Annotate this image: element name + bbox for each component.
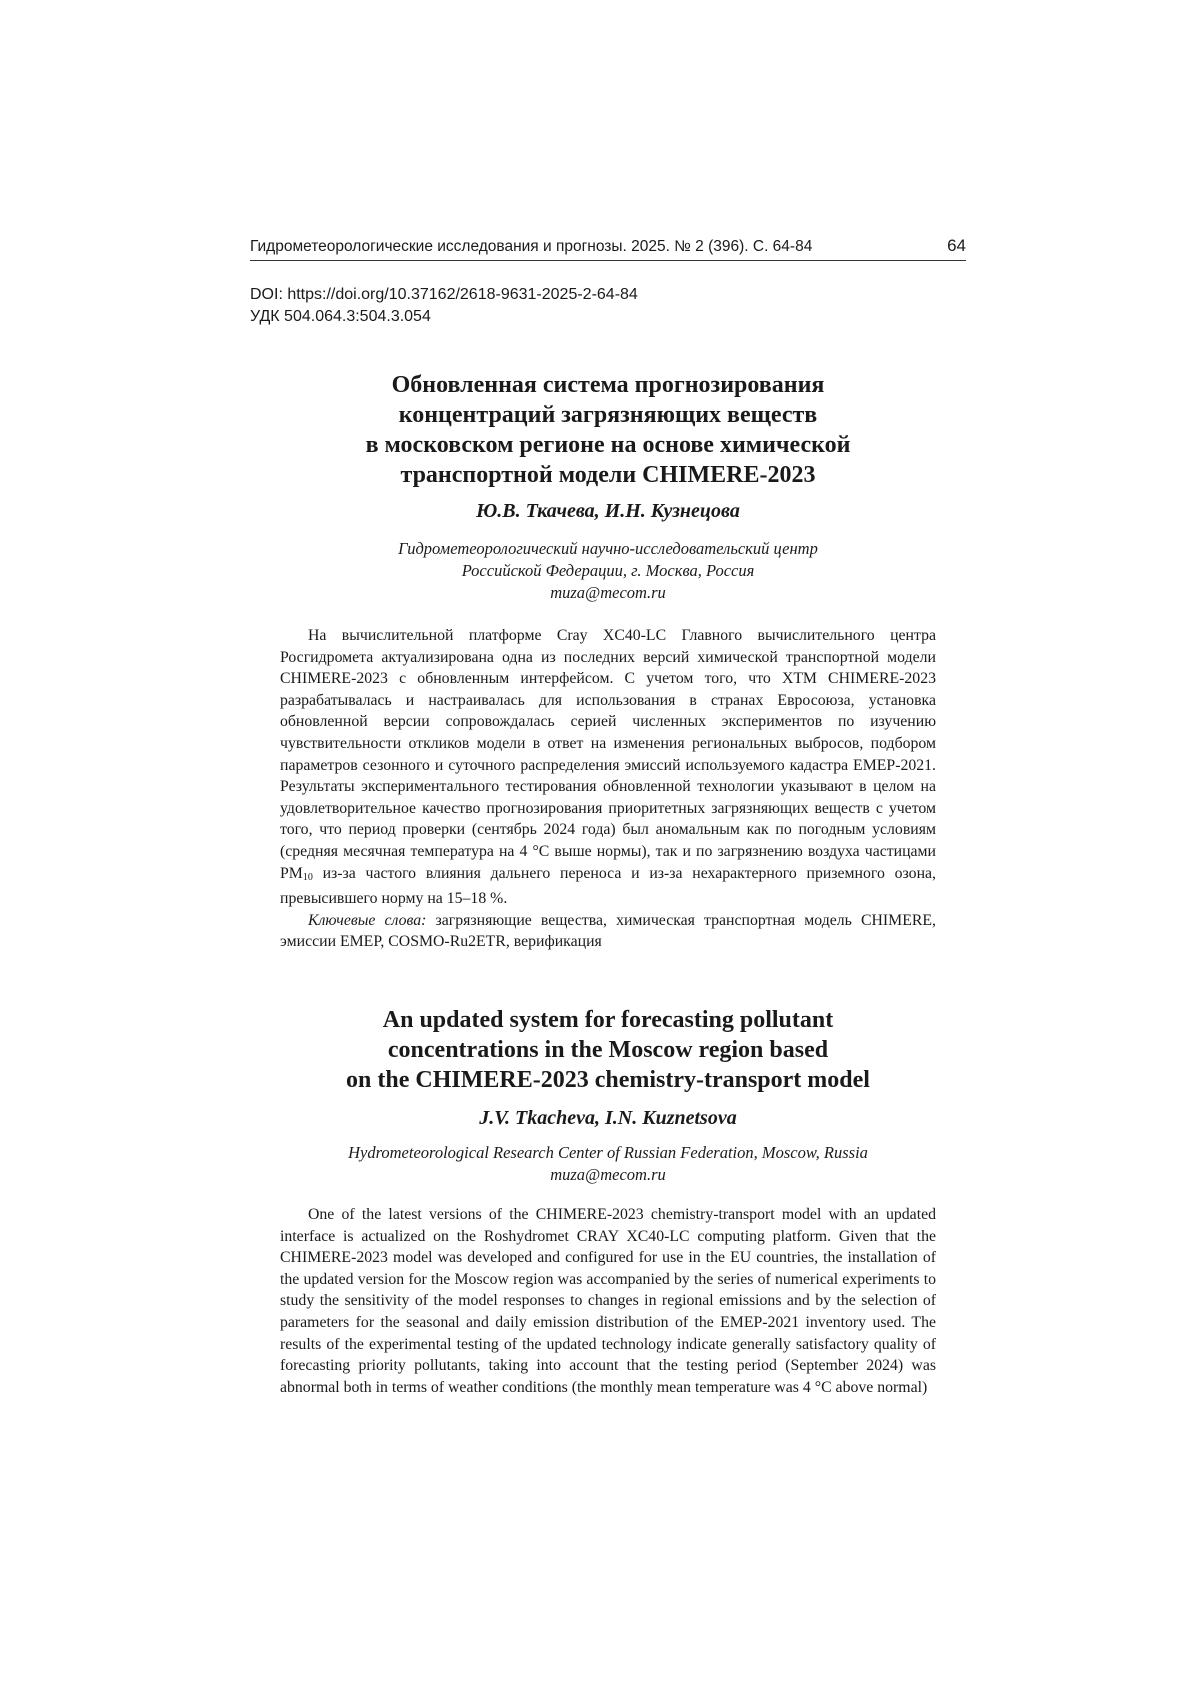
article-meta [250, 284, 638, 328]
title-en-line: An updated system for forecasting pollutant [382, 1007, 834, 1033]
subscript: 10 [302, 871, 313, 883]
title-ru-line: в московском регионе на основе химической [365, 432, 851, 458]
abstract-en-text: One of the latest versions of the CHIMERE-2023 chemistry-transport model with an updated interface is actualized on the Roshydromet CRAY XC40-LC computing platform. Given that the CHIMERE-2023 model was developed and configured for use in the EU countries, the installation of the updated version for the Moscow region was accompanied by the series of numerical experiments to study the sensitivity of the model responses to changes in regional emissions and by the selection of parameters for the seasonal and daily emission distribution of the EMEP-2021 inventory used. The results of the experimental testing of the updated technology indicate generally satisfactory quality of forecasting priority pollutants, taking into account that the testing period (September 2024) was abnormal both in terms of weather conditions (the monthly mean temperature was 4 °C above normal) [280, 1206, 936, 1396]
abstract-ru-part: На вычислительной платформе Cray XC40-LC Главного вычислительного центра Росгидромета актуализирована одна из последних версий химической транспортной модели CHIMERE-2023 с обновленным интерфейсом. С учетом того, что ХТМ CHIMERE-2023 разрабатывалась и настраивалась для использования в странах Евросоюза, установка обновленной версии сопровождалась серией численных экспериментов по изучению чувствительности откликов модели в ответ на изменения региональных выбросов, подбором параметров сезонного и суточного распределения эмиссий используемого кадастра EMEP-2021. Результаты экспериментального тестирования обновленной технологии указывают в целом на удовлетворительное качество прогнозирования приоритетных загрязняющих веществ с учетом того, что период проверки (сентябрь 2024 года) был аномальным как по погодным условиям (средняя месячная температура на 4 °С выше нормы), так и по загрязнению воздуха частицами PM [280, 627, 936, 882]
title-ru-line: концентраций загрязняющих веществ [398, 402, 818, 428]
affiliation-ru [250, 538, 966, 604]
abstract-ru-part: из-за частого влияния дальнего переноса и из-за нехарактерного приземного озона, превысившего норму на 15–18 %. [280, 864, 936, 908]
authors-en: J.V. Tkacheva, I.N. Kuznetsova [479, 1107, 737, 1129]
doi-link[interactable]: DOI: https://doi.org/10.37162/2618-9631-2025-2-64-84 [250, 286, 638, 303]
title-ru-line: Обновленная система прогнозирования [391, 372, 825, 398]
authors-ru: Ю.В. Ткачева, И.Н. Кузнецова [476, 500, 740, 522]
keywords-ru [280, 910, 936, 953]
title-ru [250, 370, 966, 490]
affiliation-en-line: Hydrometeorological Research Center of Russian Federation, Moscow, Russia [348, 1143, 868, 1162]
page-number: 64 [947, 236, 966, 255]
keywords-label: Ключевые слова: [308, 911, 427, 929]
affiliation-ru-line: Российской Федерации, г. Москва, Россия [461, 561, 755, 580]
journal-citation: Гидрометеорологические исследования и прогнозы. 2025. № 2 (396). С. 64-84 [250, 238, 813, 255]
title-en [250, 1005, 966, 1095]
abstract-ru-text [280, 625, 936, 910]
affiliation-en [250, 1142, 966, 1186]
title-en-line: on the CHIMERE-2023 chemistry-transport model [346, 1067, 870, 1093]
abstract-ru [280, 625, 936, 953]
abstract-en [280, 1204, 936, 1398]
running-header [250, 238, 966, 261]
email-ru[interactable]: muza@mecom.ru [550, 583, 666, 602]
title-ru-line: транспортной модели CHIMERE-2023 [400, 462, 816, 488]
affiliation-ru-line: Гидрометеорологический научно-исследовательский центр [398, 539, 818, 558]
udk-code: УДК 504.064.3:504.3.054 [250, 308, 431, 325]
title-en-line: concentrations in the Moscow region based [387, 1037, 829, 1063]
email-en[interactable]: muza@mecom.ru [550, 1165, 666, 1184]
keywords-text: загрязняющие вещества, химическая транспортная модель CHIMERE, эмиссии EMEP, COSMO-Ru2ETR, верификация [280, 911, 936, 951]
